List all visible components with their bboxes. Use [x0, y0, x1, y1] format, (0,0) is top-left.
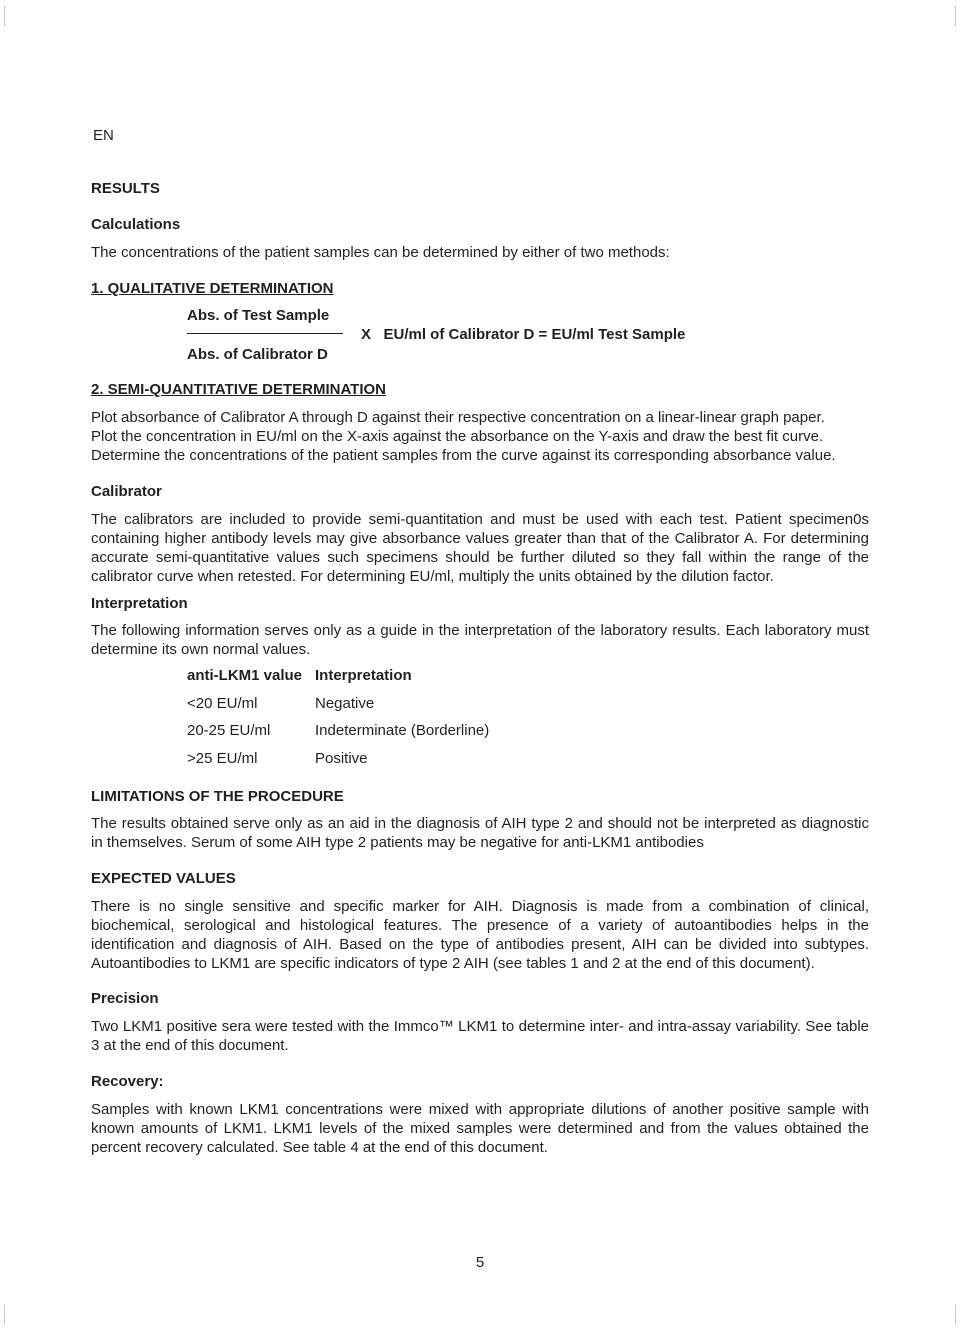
semi-quantitative-heading: 2. SEMI-QUANTITATIVE DETERMINATION — [91, 381, 386, 398]
formula-tail: X EU/ml of Calibrator D = EU/ml Test Sample — [361, 326, 686, 343]
semi-quantitative-line-3: Determine the concentrations of the patient samples from the curve against its corresponding absorbance value. — [91, 447, 836, 464]
calculations-intro: The concentrations of the patient samples can be determined by either of two methods: — [91, 244, 670, 261]
table-cell-value: <20 EU/ml — [187, 694, 258, 712]
formula-denominator: Abs. of Calibrator D — [187, 346, 328, 363]
column-header-interpretation: Interpretation — [315, 667, 412, 684]
crop-mark-bottom-left — [4, 1305, 5, 1325]
calibrator-heading: Calibrator — [91, 483, 162, 500]
interpretation-table — [187, 666, 489, 776]
calibrator-body: The calibrators are included to provide semi-quantitation and must be used with each test. Patient specimen0s containing higher antibody levels may give absorbance values greater than that of the Calibrator A. For determining accurate semi-quantitative values such specimens should be further diluted so they fall within the range of the calibrator curve when retested. For determining EU/ml, multiply the units obtained by the dilution factor. — [91, 511, 869, 585]
language-label: EN — [93, 127, 114, 144]
recovery-heading: Recovery: — [91, 1073, 164, 1090]
limitations-body: The results obtained serve only as an aid in the diagnosis of AIH type 2 and should not be interpreted as diagnostic in themselves. Serum of some AIH type 2 patients may be negative for anti-LKM1 antibodies — [91, 815, 869, 851]
table-cell-value: 20-25 EU/ml — [187, 722, 271, 739]
table-row — [187, 694, 489, 722]
interpretation-body: The following information serves only as a guide in the interpretation of the laboratory results. Each laboratory must determine its own normal values. — [91, 622, 869, 658]
precision-heading: Precision — [91, 990, 159, 1007]
crop-mark-bottom-right — [955, 1305, 956, 1325]
expected-values-heading: EXPECTED VALUES — [91, 870, 236, 887]
formula-fraction-bar — [187, 333, 343, 334]
semi-quantitative-line-2: Plot the concentration in EU/ml on the X-axis against the absorbance on the Y-axis and draw the best fit curve. — [91, 428, 824, 445]
page-number: 5 — [475, 1254, 485, 1271]
interpretation-table-header — [187, 666, 489, 694]
formula-numerator: Abs. of Test Sample — [187, 307, 330, 324]
semi-quantitative-line-1: Plot absorbance of Calibrator A through D against their respective concentration on a linear-linear graph paper. — [91, 409, 825, 426]
calculations-heading: Calculations — [91, 216, 181, 233]
precision-body: Two LKM1 positive sera were tested with the Immco™ LKM1 to determine inter- and intra-assay variability. See table 3 at the end of this document. — [91, 1018, 869, 1054]
results-heading: RESULTS — [91, 180, 160, 197]
table-row — [187, 721, 489, 749]
table-cell-value: >25 EU/ml — [187, 749, 258, 767]
recovery-body: Samples with known LKM1 concentrations were mixed with appropriate dilutions of another positive sample with known amounts of LKM1. LKM1 levels of the mixed samples were determined and from the values obtained the percent recovery calculated. See table 4 at the end of this document. — [91, 1101, 869, 1156]
table-cell-interpretation: Positive — [315, 749, 368, 767]
interpretation-heading: Interpretation — [91, 595, 188, 612]
table-row — [187, 749, 489, 777]
limitations-heading: LIMITATIONS OF THE PROCEDURE — [91, 788, 344, 805]
crop-mark-top-left — [4, 6, 5, 26]
table-cell-interpretation: Indeterminate (Borderline) — [315, 722, 490, 739]
qualitative-heading: 1. QUALITATIVE DETERMINATION — [91, 280, 334, 297]
expected-values-body: There is no single sensitive and specific marker for AIH. Diagnosis is made from a combination of clinical, biochemical, serological and histological features. The presence of a variety of autoantibodies helps in the identification and diagnosis of AIH. Based on the type of antibodies present, AIH can be divided into subtypes. Autoantibodies to LKM1 are specific indicators of type 2 AIH (see tables 1 and 2 at the end of this document). — [91, 898, 869, 972]
column-header-value: anti-LKM1 value — [187, 667, 303, 684]
crop-mark-top-right — [955, 6, 956, 26]
table-cell-interpretation: Negative — [315, 694, 375, 712]
